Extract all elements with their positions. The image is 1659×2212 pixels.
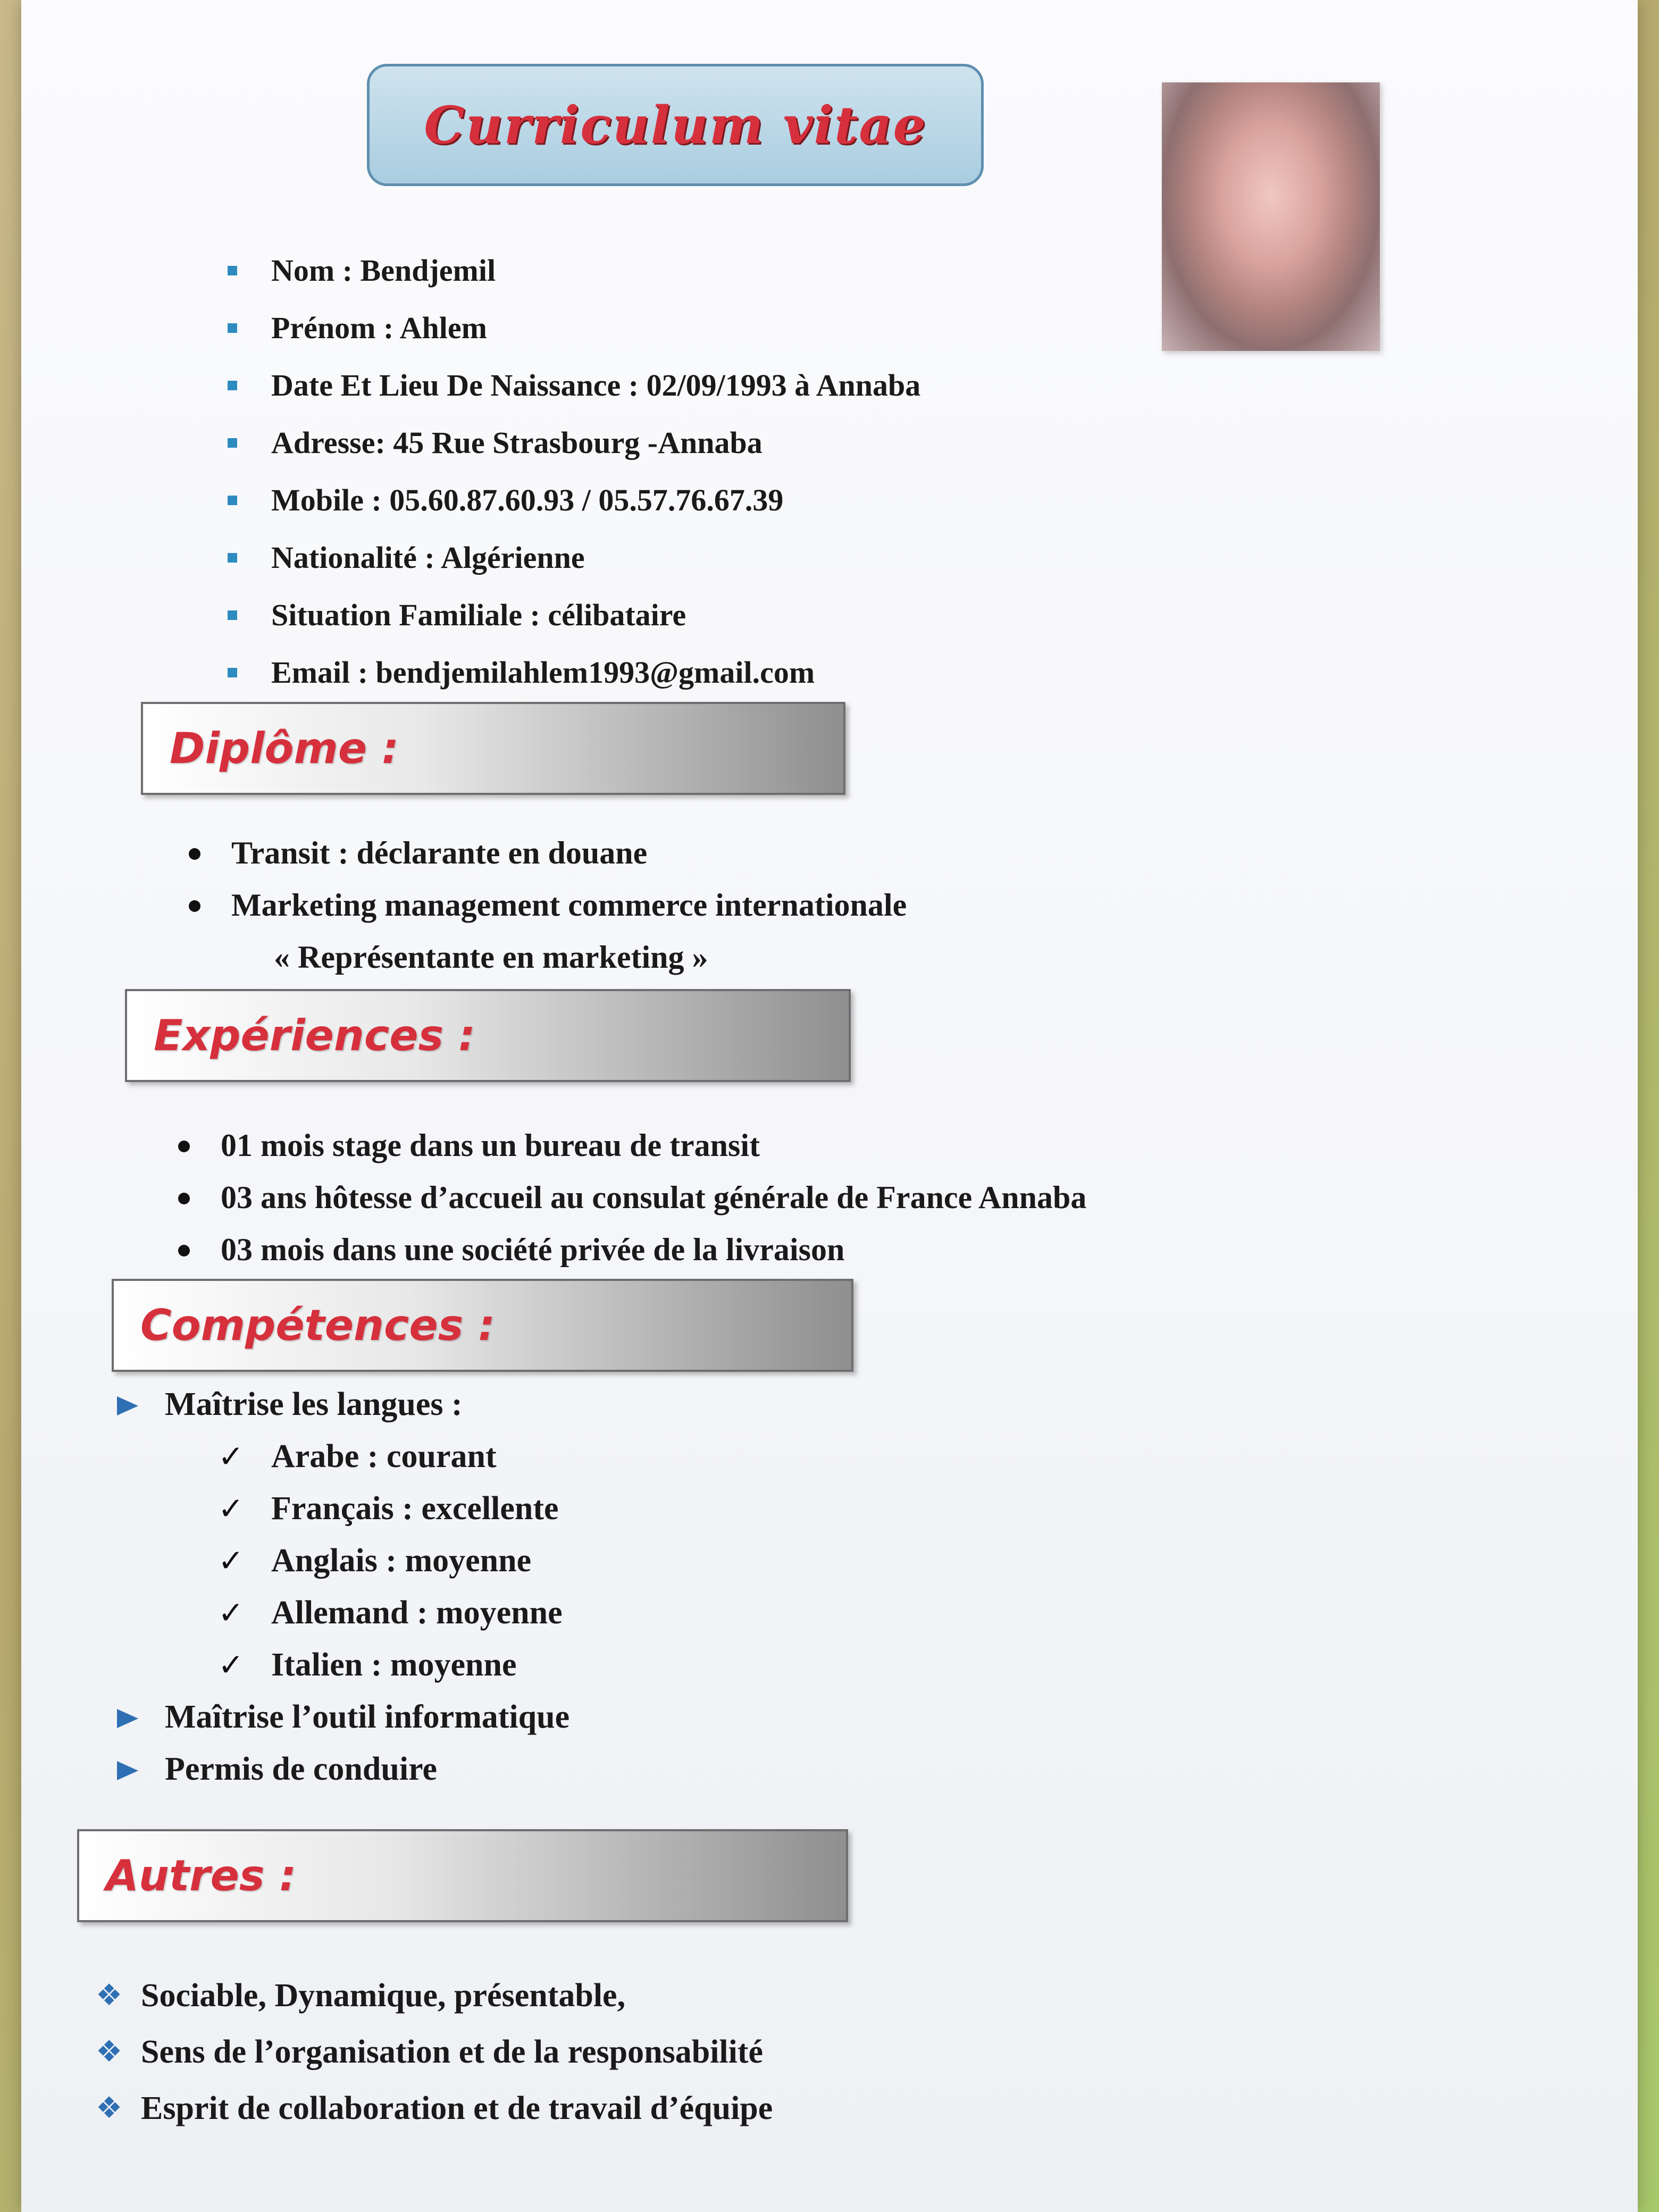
cv-title: Curriculum vitae	[424, 95, 927, 155]
cv-page	[21, 0, 1638, 2212]
experiences-list	[167, 1119, 1086, 1276]
arrow-bullet-icon	[117, 1396, 138, 1415]
info-naissance: Date Et Lieu De Naissance : 02/09/1993 à Annaba	[218, 357, 920, 414]
section-autres-title: Autres :	[106, 1851, 297, 1900]
list-item: Transit : déclarante en douane	[178, 827, 907, 879]
list-item: ✓ Allemand : moyenne	[165, 1587, 569, 1639]
profile-photo	[1162, 82, 1380, 351]
info-email: Email : bendjemilahlem1993@gmail.com	[218, 644, 920, 701]
diamond-bullet-icon: ❖	[96, 1978, 123, 2013]
autres-list	[90, 1967, 773, 2136]
section-competences-title: Compétences :	[140, 1301, 496, 1350]
list-item: Maîtrise les langues : ✓ Arabe : courant ✓ Français : excellente ✓ Anglais : moyenne ✓ Allemand : moyenne ✓ Italien : moyenne	[112, 1378, 569, 1691]
info-nom: Nom : Bendjemil	[218, 242, 920, 299]
list-item: ❖ Sociable, Dynamique, présentable,	[90, 1967, 773, 2024]
section-diplome-header	[141, 702, 845, 795]
checkmark-icon: ✓	[218, 1647, 244, 1683]
info-situation: Situation Familiale : célibataire	[218, 586, 920, 644]
list-item: 03 ans hôtesse d’accueil au consulat générale de France Annaba	[167, 1171, 1086, 1224]
list-item: ✓ Italien : moyenne	[165, 1639, 569, 1691]
list-item: Marketing management commerce internationale « Représentante en marketing »	[178, 879, 907, 983]
info-adresse: Adresse: 45 Rue Strasbourg -Annaba	[218, 414, 920, 472]
checkmark-icon: ✓	[218, 1595, 244, 1631]
info-mobile: Mobile : 05.60.87.60.93 / 05.57.76.67.39	[218, 472, 920, 529]
checkmark-icon: ✓	[218, 1438, 244, 1474]
section-autres-header	[77, 1829, 848, 1922]
square-bullet-icon	[228, 323, 237, 333]
section-experiences-title: Expériences :	[154, 1011, 475, 1060]
diamond-bullet-icon: ❖	[96, 2091, 123, 2125]
diplome-subtitle: « Représentante en marketing »	[274, 940, 708, 975]
bullet-dot-icon	[178, 1193, 190, 1204]
list-item: ✓ Anglais : moyenne	[165, 1535, 569, 1587]
list-item: ❖ Esprit de collaboration et de travail d’équipe	[90, 2080, 773, 2136]
square-bullet-icon	[228, 438, 237, 448]
square-bullet-icon	[228, 496, 237, 505]
arrow-bullet-icon	[117, 1709, 138, 1728]
checkmark-icon: ✓	[218, 1490, 244, 1527]
list-item: 01 mois stage dans un bureau de transit	[167, 1119, 1086, 1171]
bullet-dot-icon	[178, 1245, 190, 1256]
square-bullet-icon	[228, 610, 237, 620]
square-bullet-icon	[228, 668, 237, 677]
list-item: ✓ Arabe : courant	[165, 1430, 569, 1482]
list-item: ❖ Sens de l’organisation et de la responsabilité	[90, 2024, 773, 2080]
square-bullet-icon	[228, 553, 237, 563]
section-experiences-header	[125, 989, 851, 1082]
personal-info-list	[218, 242, 920, 701]
langues-list	[165, 1430, 569, 1691]
square-bullet-icon	[228, 381, 237, 390]
arrow-bullet-icon	[117, 1761, 138, 1780]
section-diplome-title: Diplôme :	[170, 724, 399, 773]
bullet-dot-icon	[189, 848, 200, 860]
cv-title-box	[367, 64, 984, 186]
list-item: Maîtrise l’outil informatique	[112, 1691, 569, 1743]
checkmark-icon: ✓	[218, 1543, 244, 1579]
info-prenom: Prénom : Ahlem	[218, 299, 920, 357]
square-bullet-icon	[228, 266, 237, 275]
list-item: 03 mois dans une société privée de la livraison	[167, 1224, 1086, 1276]
info-nationalite: Nationalité : Algérienne	[218, 529, 920, 586]
section-competences-header	[112, 1279, 853, 1372]
bullet-dot-icon	[178, 1141, 190, 1152]
competences-list	[112, 1378, 569, 1795]
diamond-bullet-icon: ❖	[96, 2034, 123, 2069]
bullet-dot-icon	[189, 900, 200, 912]
list-item: ✓ Français : excellente	[165, 1482, 569, 1535]
diplome-list	[178, 827, 907, 983]
list-item: Permis de conduire	[112, 1743, 569, 1795]
